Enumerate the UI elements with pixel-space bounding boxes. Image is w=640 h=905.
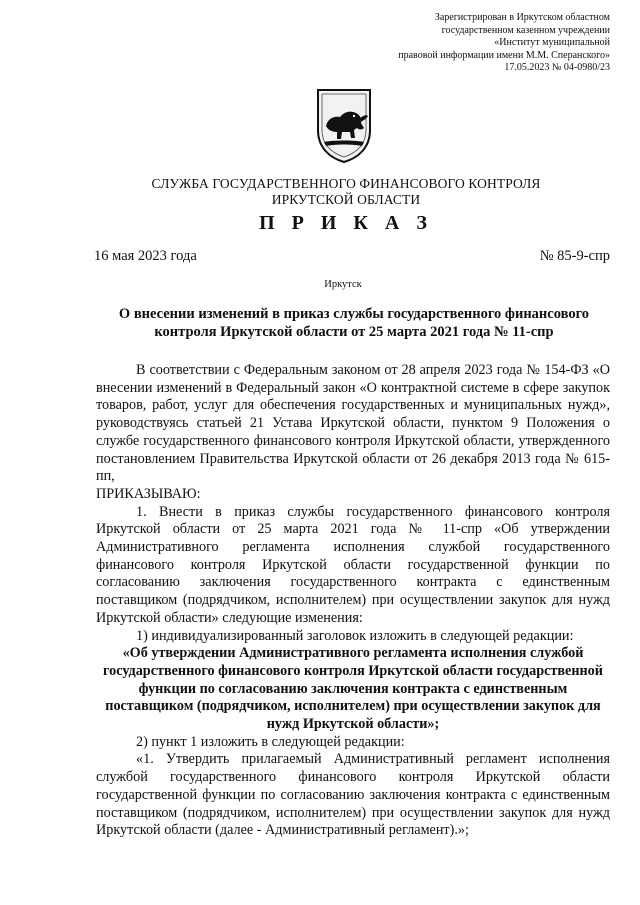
document-city: Иркутск xyxy=(324,279,362,290)
item-1-paragraph: 1. Внести в приказ службы государственного финансового контроля Иркутской области от 25 марта 2021 года № 11-спр «Об утверждении Административного регламента исполнения службой государственного финансового контроля Иркутской области государственной функции по согласованию заключения государственного контракта с единственным поставщиком (подрядчиком, исполнителем) при осуществлении закупок для нужд Иркутской области» следующие изменения: xyxy=(96,503,610,626)
irkutsk-coat-of-arms-icon xyxy=(314,86,374,164)
order-word: ПРИКАЗЫВАЮ: xyxy=(96,485,201,502)
document-number: № 85-9-спр xyxy=(539,248,610,264)
agency-line: ИРКУТСКОЙ ОБЛАСТИ xyxy=(271,192,421,207)
agency-line: СЛУЖБА ГОСУДАРСТВЕННОГО ФИНАНСОВОГО КОНТРОЛЯ xyxy=(151,176,541,191)
subitem-1-text: «Об утверждении Административного регламента исполнения службой государственного финансового контроля Иркутской области государственной функции по согласованию заключения контракта с единственным поставщиком (подрядчиком, исполнителем) при осуществлении закупок для нужд Иркутской области»; xyxy=(103,645,603,733)
document-date: 16 мая 2023 года xyxy=(94,248,197,264)
document-body xyxy=(96,362,610,840)
subitem-2-paragraph: 2) пункт 1 изложить в следующей редакции: xyxy=(136,733,405,750)
stamp-line: государственном казенном учреждении xyxy=(441,24,610,36)
document-subject: О внесении изменений в приказ службы государственного финансового контроля Иркутской области от 25 марта 2021 года № 11-спр xyxy=(118,306,590,340)
stamp-line: Зарегистрирован в Иркутском областном xyxy=(434,12,610,23)
stamp-line: 17.05.2023 № 04-0980/23 xyxy=(504,62,610,73)
stamp-line: правовой информации имени М.М. Сперанского» xyxy=(398,49,610,61)
preamble-paragraph: В соответствии с Федеральным законом от 28 апреля 2023 года № 154-ФЗ «О внесении изменений в Федеральный закон «О контрактной системе в сфере закупок товаров, работ, услуг для обеспечения государственных и муниципальных нужд», руководствуясь статьей 21 Устава Иркутской области, пунктом 9 Положения о службе государственного финансового контроля Иркутской области, утвержденного постановлением Правительства Иркутской области от 26 декабря 2013 года № 615-пп, xyxy=(96,362,610,485)
registration-stamp xyxy=(310,12,610,75)
stamp-line: «Институт муниципальной xyxy=(494,37,610,48)
document-title: П Р И К А З xyxy=(259,212,433,234)
subitem-2-text: «1. Утвердить прилагаемый Административный регламент исполнения службой государственного финансового контроля Иркутской области государственной функции по согласованию заключения контракта с единственным поставщиком (подрядчиком, исполнителем) при осуществлении закупок для нужд Иркутской области (далее - Административный регламент).»; xyxy=(96,751,610,839)
subitem-1-paragraph: 1) индивидуализированный заголовок изложить в следующей редакции: xyxy=(136,627,574,644)
agency-name xyxy=(0,176,640,208)
